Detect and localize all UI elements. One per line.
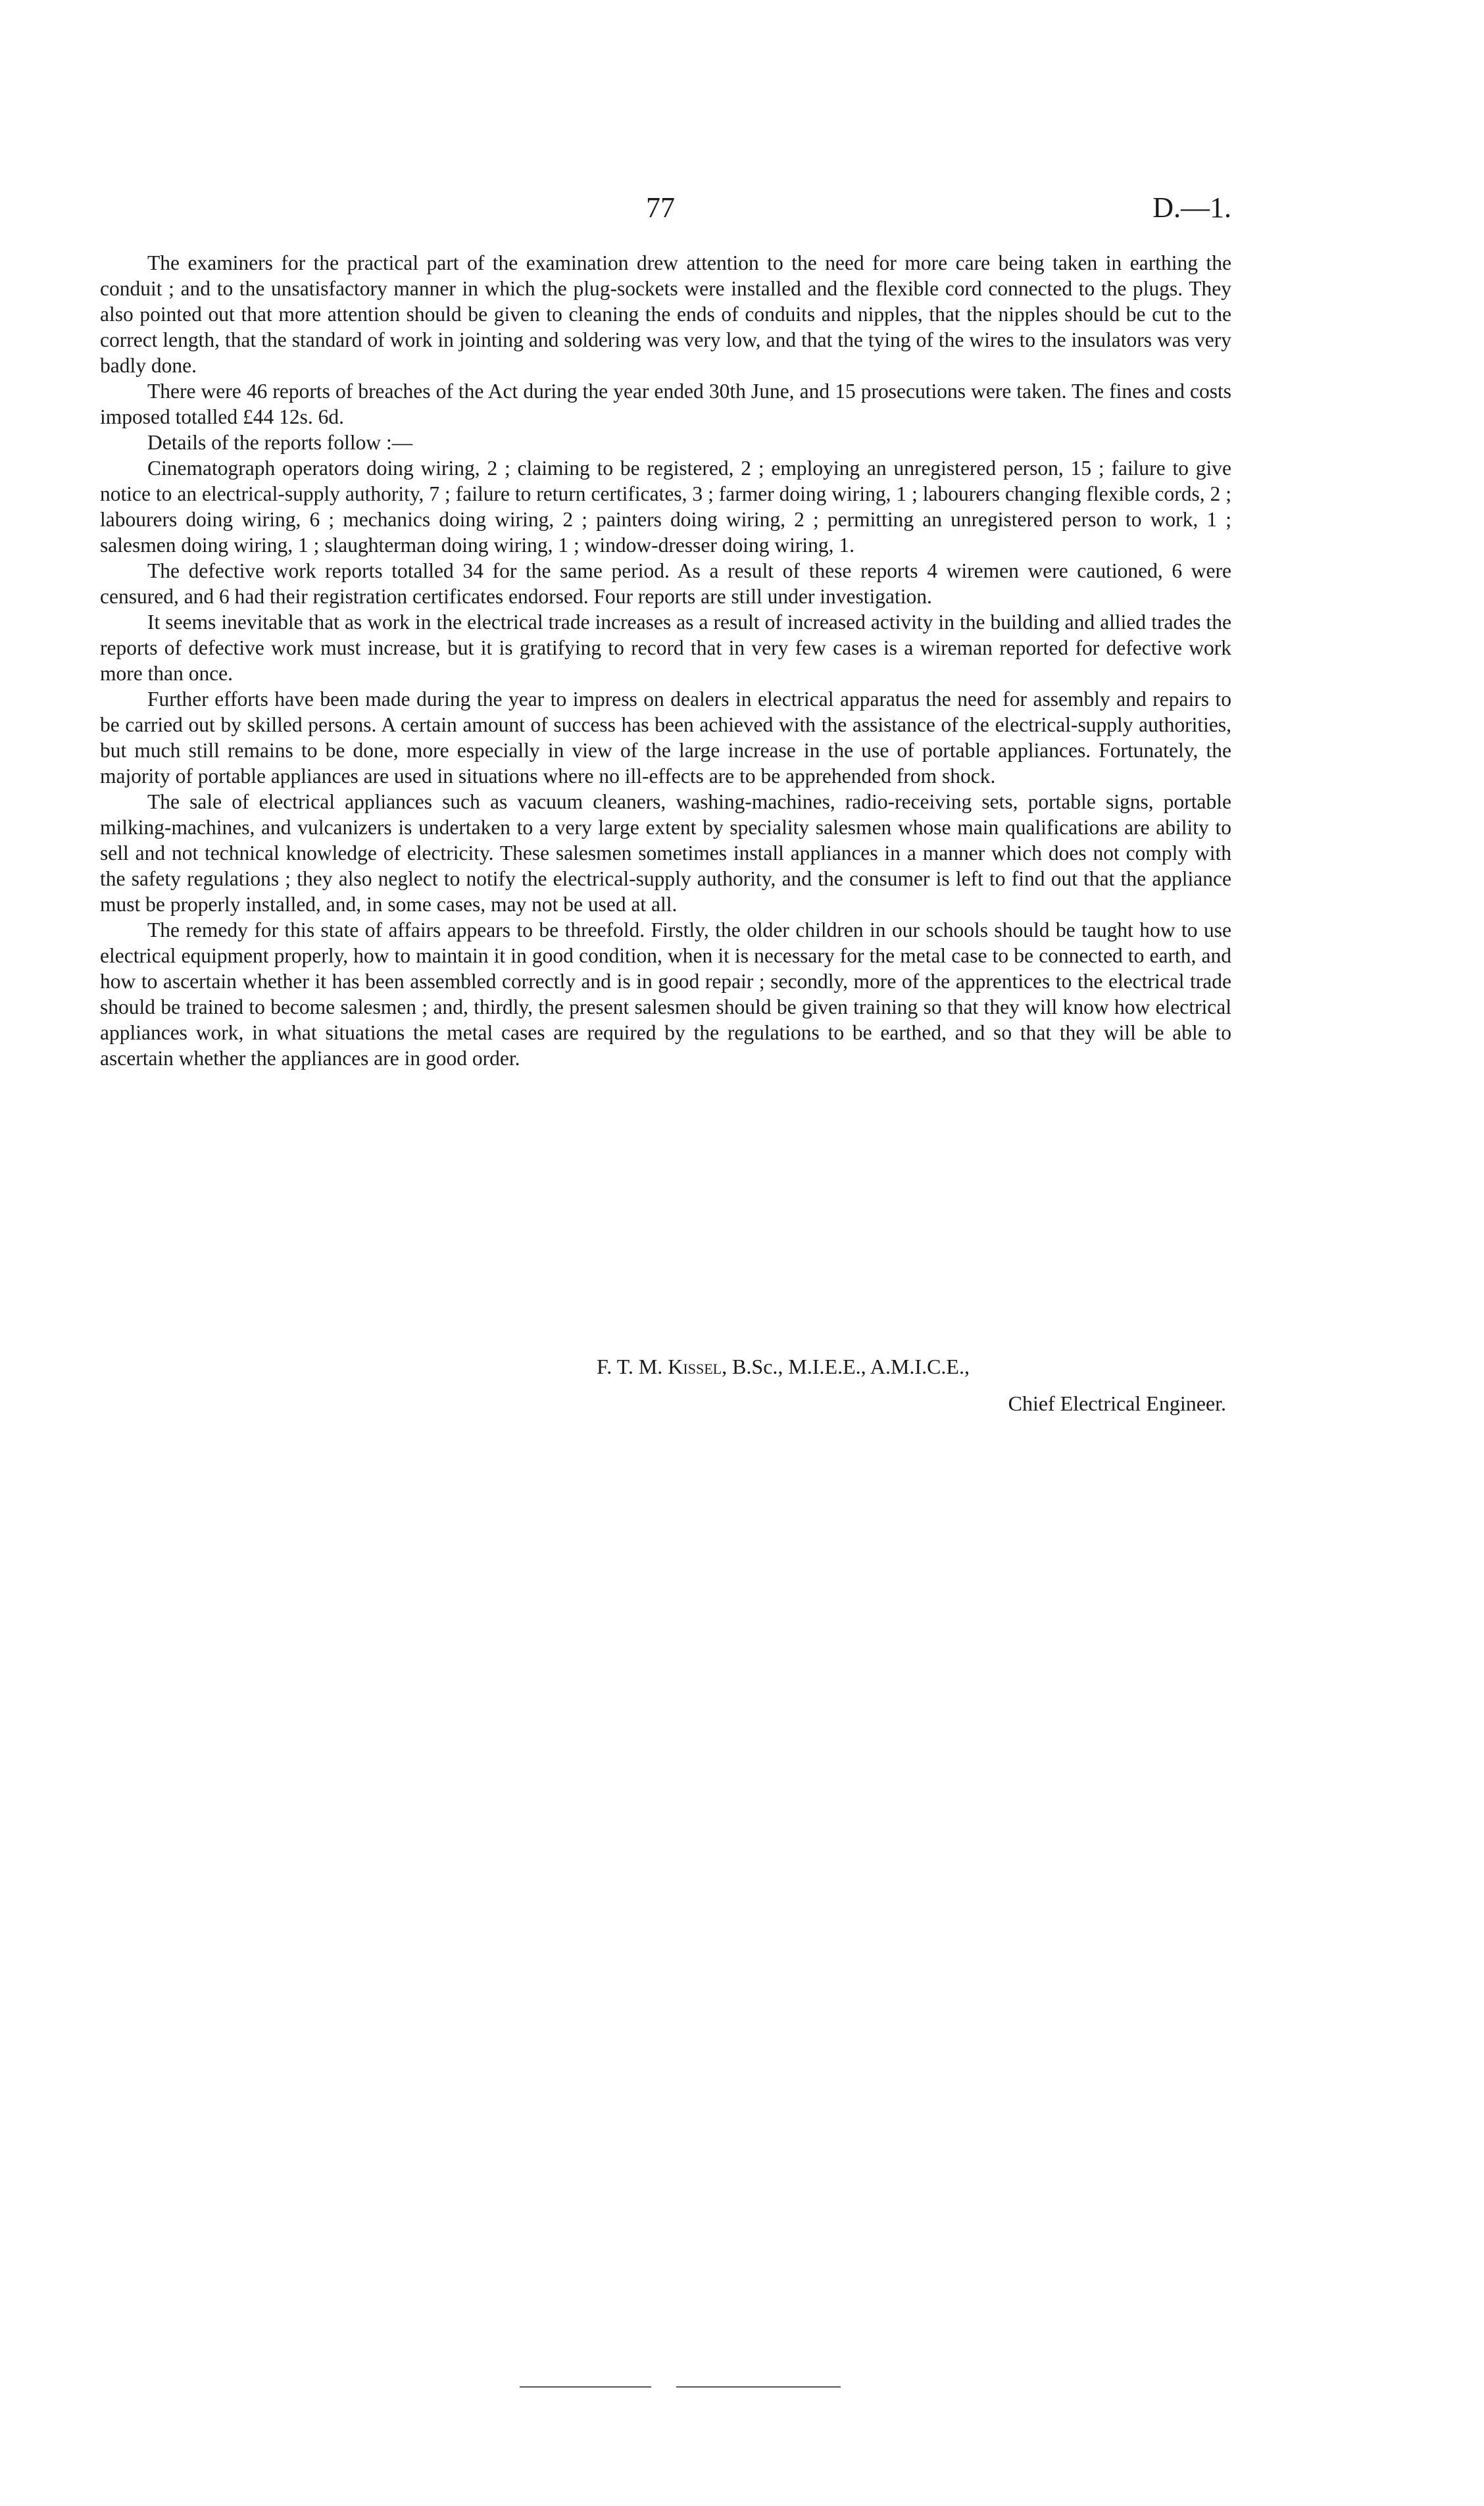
paragraph-details-list: Cinematograph operators doing wiring, 2 ; claiming to be registered, 2 ; employing an unregistered person, 15 ; failure to give notice to an electrical-supply authority, 7 ; failure to return certificates, 3 ; farmer doing wiring, 1 ; labourers changing flexible cords, 2 ; labourers doing wiring, 6 ; mechanics doing wiring, 2 ; painters doing wiring, 2 ; permitting an unregistered person to work, 1 ; salesmen doing wiring, 1 ; slaughterman doing wiring, 1 ; window-dresser doing wiring, 1.	[100, 457, 1231, 557]
paragraph-sale-of-appliances: The sale of electrical appliances such as vacuum cleaners, washing-machines, radio-receiving sets, portable signs, portable milking-machines, and vulcanizers is undertaken to a very large extent by speciality salesmen whose main qualifications are ability to sell and not technical knowledge of electricity. These salesmen sometimes install appliances in a manner which does not comply with the safety regulations ; they also neglect to notify the electrical-supply authority, and the consumer is left to find out that the appliance must be properly installed, and, in some cases, may not be used at all.	[100, 790, 1231, 916]
paragraph-breaches: There were 46 reports of breaches of the Act during the year ended 30th June, and 15 prosecutions were taken. The fines and costs imposed totalled £44 12s. 6d.	[100, 380, 1231, 428]
signatory-name	[597, 1352, 970, 1381]
paragraph-further-efforts: Further efforts have been made during the year to impress on dealers in electrical apparatus the need for assembly and repairs to be carried out by skilled persons. A certain amount of success has been achieved with the assistance of the electrical-supply authorities, but much still remains to be done, more especially in view of the large increase in the use of portable appliances. Fortunately, the majority of portable appliances are used in situations where no ill-effects are to be apprehended from shock.	[100, 688, 1231, 788]
page-header	[100, 191, 1231, 230]
report-body	[100, 250, 1231, 1071]
footer-rule-left	[520, 2386, 651, 2388]
paragraph-remedy: The remedy for this state of affairs appears to be threefold. Firstly, the older children in our schools should be taught how to use electrical equipment properly, how to maintain it in good condition, when it is necessary for the metal case to be connected to earth, and how to ascertain whether it has been assembled correctly and is in good repair ; secondly, more of the apprentices to the electrical trade should be trained to become salesmen ; and, thirdly, the present salesmen should be given training so that they will know how electrical appliances work, in what situations the metal cases are required by the regulations to be earthed, and so that they will be able to ascertain whether the appliances are in good order.	[100, 918, 1231, 1070]
footer-rule-right	[676, 2386, 841, 2388]
paragraph-inevitable: It seems inevitable that as work in the electrical trade increases as a result of increased activity in the building and allied trades the reports of defective work must increase, but it is gratifying to record that in very few cases is a wireman reported for defective work more than once.	[100, 611, 1231, 685]
page-number: 77	[646, 191, 675, 224]
paragraph-examiners: The examiners for the practical part of the examination drew attention to the need for more care being taken in earthing the conduit ; and to the unsatisfactory manner in which the plug-sockets were installed and the flexible cord connected to the plugs. They also pointed out that more attention should be given to cleaning the ends of conduits and nipples, that the nipples should be cut to the correct length, that the standard of work in jointing and soldering was very low, and that the tying of the wires to the insulators was very badly done.	[100, 251, 1231, 377]
paragraph-details-intro: Details of the reports follow :—	[147, 431, 413, 454]
signatory-initials: F. T. M.	[597, 1355, 663, 1378]
signatory-qualifications: B.Sc., M.I.E.E., A.M.I.C.E.,	[732, 1355, 970, 1378]
signatory-surname: Kissel,	[668, 1355, 728, 1378]
signatory-title: Chief Electrical Engineer.	[1008, 1391, 1226, 1415]
paragraph-defective-work: The defective work reports totalled 34 for the same period. As a result of these reports 4 wiremen were cautioned, 6 were censured, and 6 had their registration certificates endorsed. Four reports are still under investigation.	[100, 559, 1231, 608]
document-reference: D.—1.	[1152, 191, 1231, 224]
